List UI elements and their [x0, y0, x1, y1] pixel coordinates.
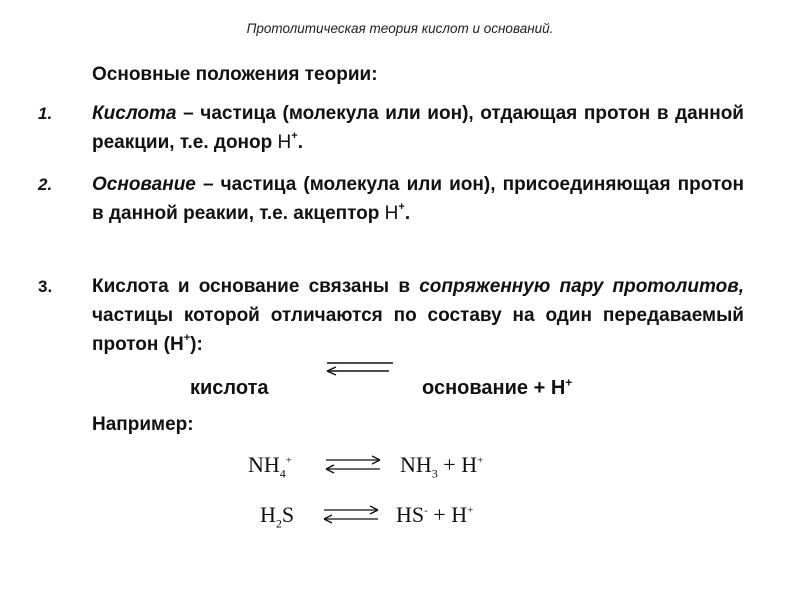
scheme-acid: кислота	[190, 377, 269, 399]
scheme-equilibrium-arrows	[325, 358, 395, 378]
equation-2-arrows	[320, 506, 382, 524]
equation-1-right: $NH_3 + H^+$	[400, 452, 484, 481]
item-number-2: 2.	[38, 175, 53, 194]
slide-title: Протолитическая теория кислот и оснований.	[246, 21, 554, 36]
examples-label: Например:	[92, 414, 194, 435]
conjugate-pair-term: сопряженную пару протолитов,	[419, 276, 744, 297]
term-acid: Кислота	[92, 103, 177, 124]
theory-heading: Основные положения теории:	[92, 64, 378, 85]
term-base: Основание	[92, 174, 196, 195]
theory-item-3: Кислота и основание связаны в сопряженную пару протолитов, частицы которой отличаются по составу на один передаваемый протон (Н+):	[92, 276, 744, 355]
equation-2-left: $H_2S$	[260, 502, 295, 531]
theory-item-1: Кислота – частица (молекула или ион), отдающая протон в данной реакции, т.е. донор Н+.	[92, 103, 744, 153]
scheme-base: основание + Н+	[422, 375, 573, 399]
equation-1-left: $NH_4^+$	[248, 452, 292, 481]
equation-1-arrows	[322, 456, 384, 474]
theory-item-2: Основание – частица (молекула или ион), присоединяющая протон в данной реакии, т.е. акцептор Н+.	[92, 174, 744, 224]
item-number-3: 3.	[38, 277, 53, 296]
equation-2-right: HS- + H+	[396, 502, 474, 527]
item-number-1: 1.	[38, 104, 53, 123]
